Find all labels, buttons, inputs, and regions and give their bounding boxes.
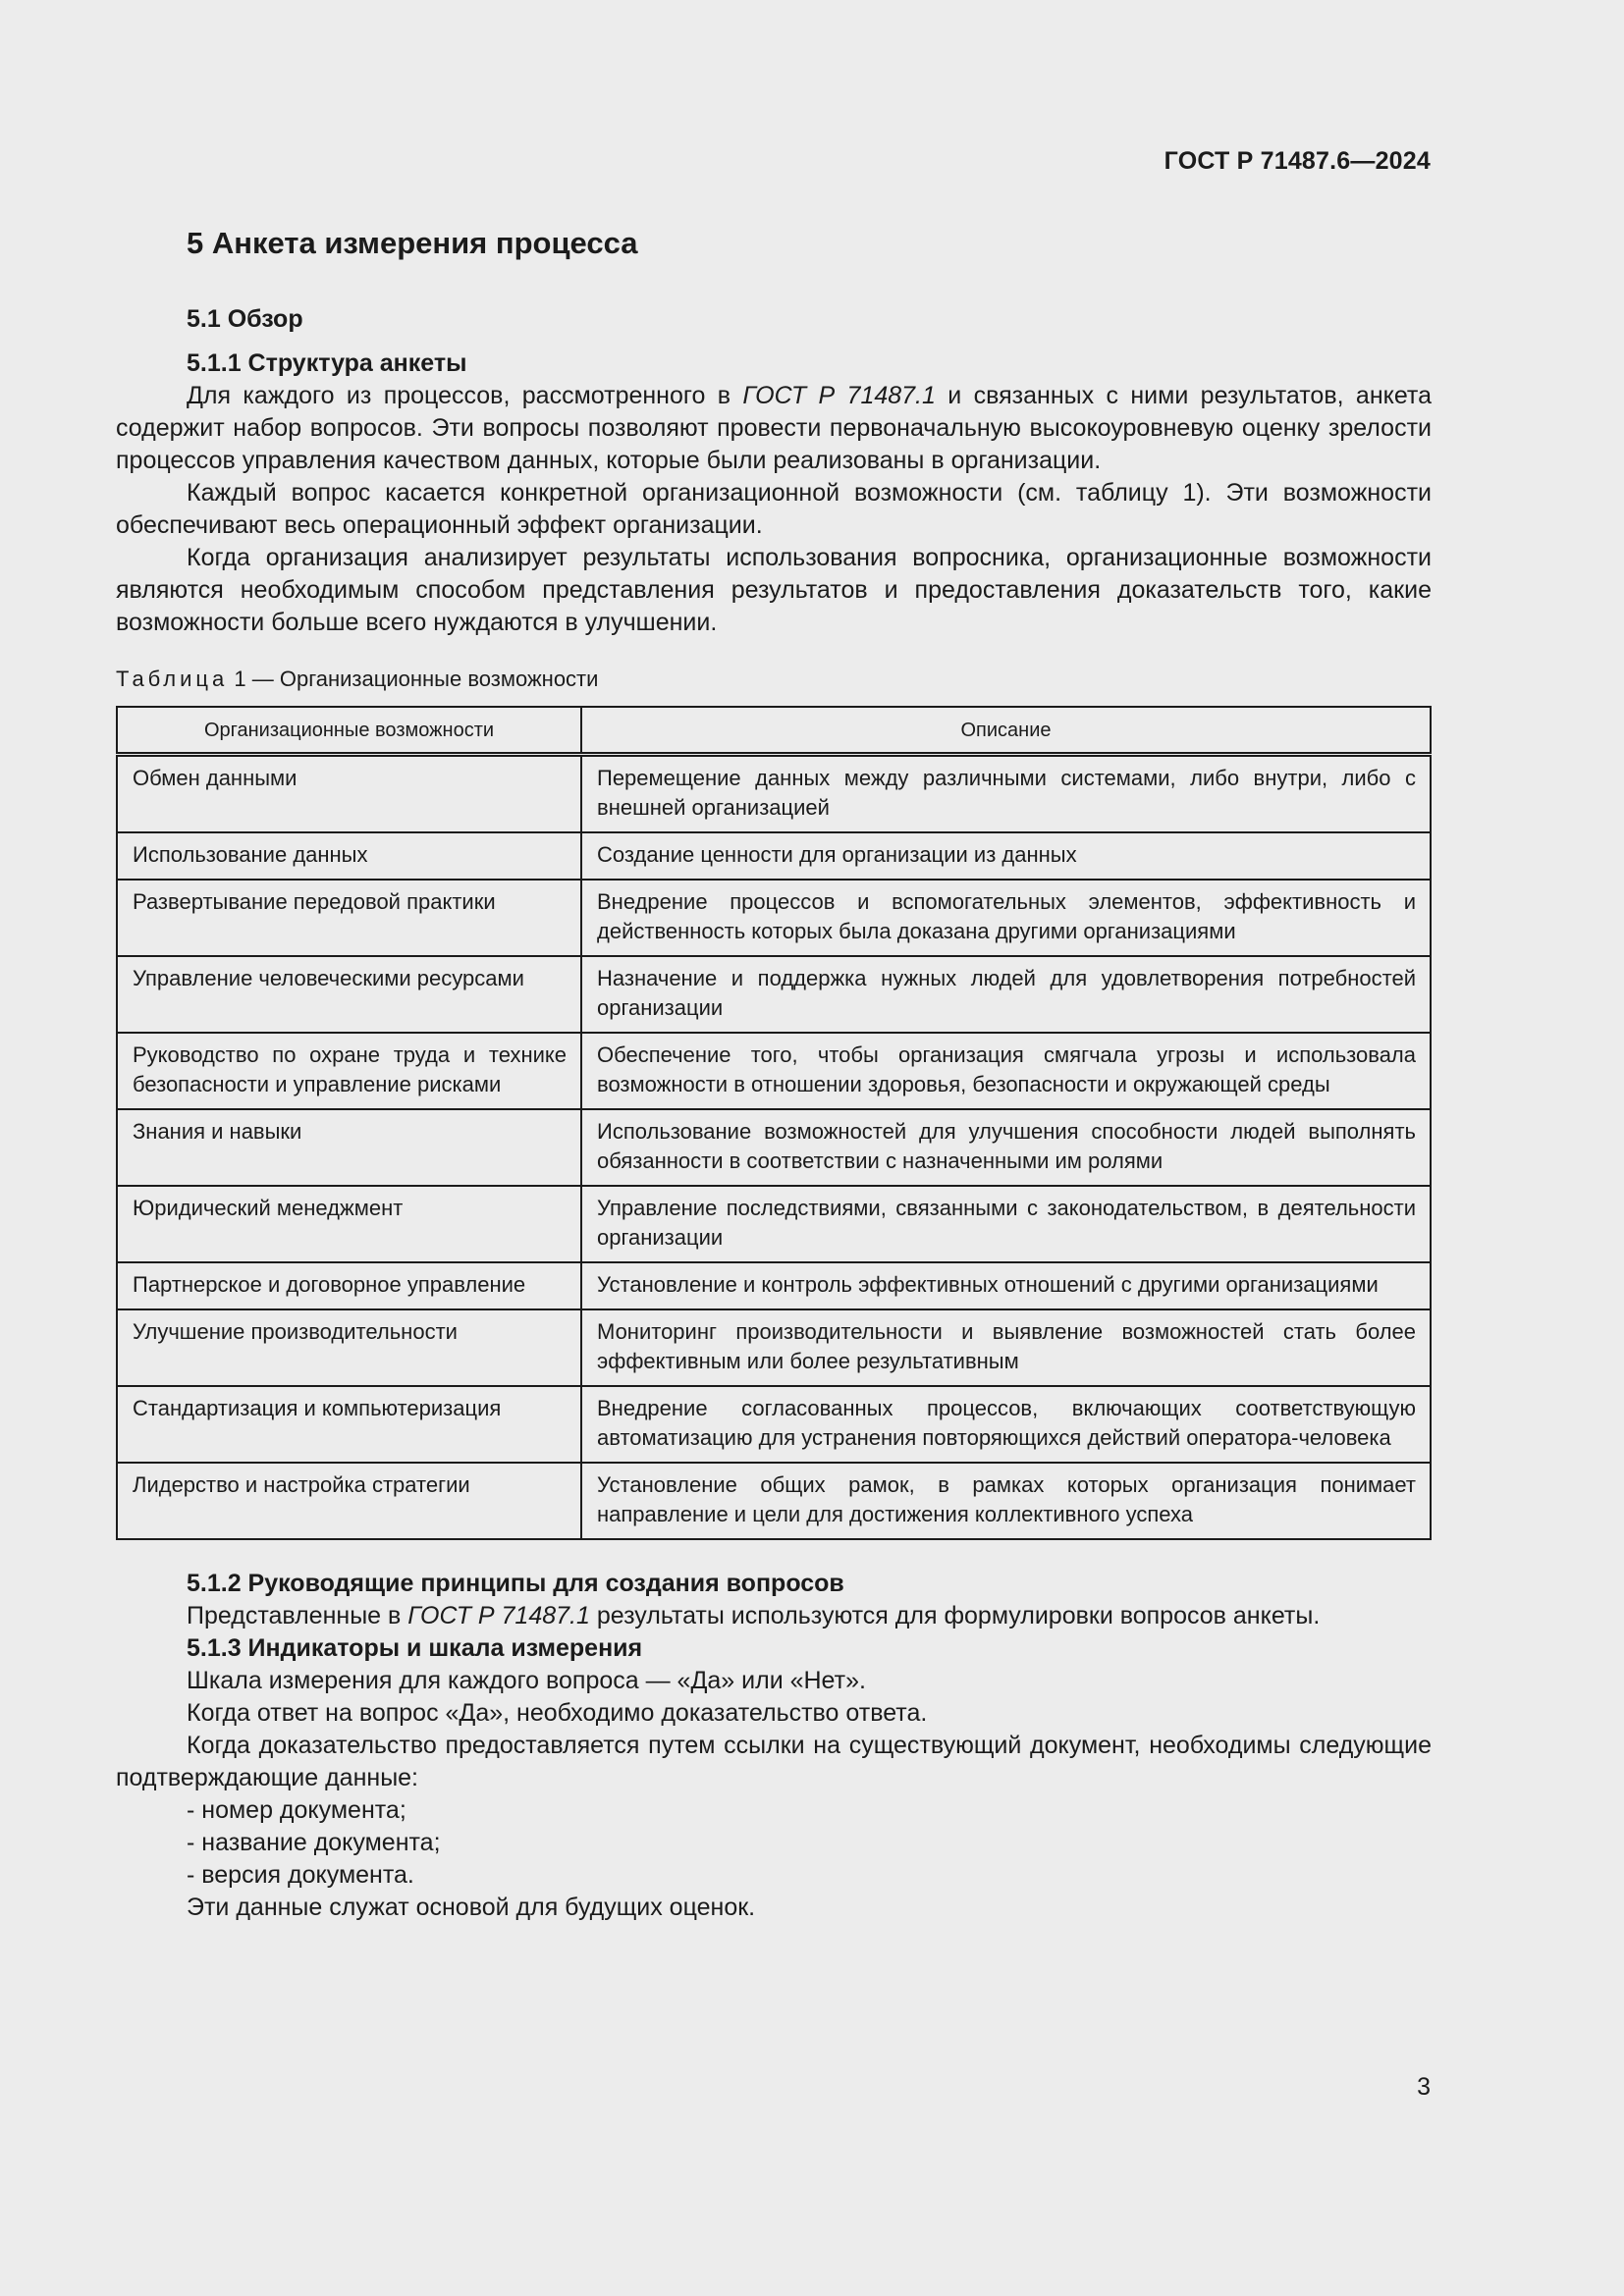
description-cell: Перемещение данных между различными системами, либо внутри, либо с внешней организацией — [581, 755, 1431, 833]
description-cell: Установление и контроль эффективных отношений с другими организациями — [581, 1262, 1431, 1309]
standard-reference: ГОСТ Р 71487.1 — [407, 1602, 590, 1629]
description-cell: Внедрение процессов и вспомогательных элементов, эффективность и действенность которых была доказана другими организациями — [581, 880, 1431, 956]
description-cell: Использование возможностей для улучшения способности людей выполнять обязанности в соответствии с назначенными им ролями — [581, 1109, 1431, 1186]
standard-reference: ГОСТ Р 71487.1 — [742, 382, 936, 409]
page-number: 3 — [1417, 2073, 1431, 2101]
description-cell: Назначение и поддержка нужных людей для удовлетворения потребностей организации — [581, 956, 1431, 1033]
subsection-title-5-1-3: 5.1.3 Индикаторы и шкала измерения — [187, 1634, 643, 1662]
paragraph-5-1-1-1 — [116, 380, 1432, 477]
section-title: 5 Анкета измерения процесса — [187, 226, 638, 260]
capability-cell: Управление человеческими ресурсами — [117, 956, 581, 1033]
description-cell: Мониторинг производительности и выявление возможностей стать более эффективным или более результативным — [581, 1309, 1431, 1386]
capability-cell: Руководство по охране труда и технике безопасности и управление рисками — [117, 1033, 581, 1109]
capability-cell: Обмен данными — [117, 755, 581, 833]
table-row — [117, 755, 1431, 833]
paragraph-5-1-3-3: Когда доказательство предоставляется путем ссылки на существующий документ, необходимы следующие подтверждающие данные: — [116, 1732, 1432, 1791]
document-code-header: ГОСТ Р 71487.6—2024 — [1164, 147, 1431, 175]
page-content — [116, 224, 1432, 1924]
paragraph-text: и связанных с ними результатов, анкета содержит набор вопросов. Эти вопросы позволяют провести первоначальную высокоуровневую оценку зрелости процессов управления качеством данных, которые были реализованы в организации. — [116, 382, 1432, 474]
paragraph-5-1-3-4: Эти данные служат основой для будущих оценок. — [187, 1894, 756, 1921]
list-item: - название документа; — [187, 1829, 441, 1856]
description-cell: Управление последствиями, связанными с законодательством, в деятельности организации — [581, 1186, 1431, 1262]
description-cell: Создание ценности для организации из данных — [581, 832, 1431, 880]
column-header-description: Описание — [581, 707, 1431, 755]
table-row — [117, 1262, 1431, 1309]
list-item: - номер документа; — [187, 1796, 406, 1824]
paragraph-text: Представленные в — [187, 1602, 408, 1629]
table-row — [117, 1033, 1431, 1109]
table-row — [117, 1186, 1431, 1262]
capabilities-table — [116, 706, 1432, 1540]
paragraph-5-1-2-1 — [116, 1600, 1432, 1632]
table-row — [117, 1309, 1431, 1386]
capability-cell: Юридический менеджмент — [117, 1186, 581, 1262]
capability-cell: Улучшение производительности — [117, 1309, 581, 1386]
table-row — [117, 1386, 1431, 1463]
capability-cell: Стандартизация и компьютеризация — [117, 1386, 581, 1463]
subsection-title-5-1: 5.1 Обзор — [187, 305, 303, 333]
column-header-capabilities: Организационные возможности — [117, 707, 581, 755]
table-row — [117, 880, 1431, 956]
table-row — [117, 1463, 1431, 1539]
paragraph-text: результаты используются для формулировки вопросов анкеты. — [589, 1602, 1321, 1629]
capability-cell: Лидерство и настройка стратегии — [117, 1463, 581, 1539]
capability-cell: Использование данных — [117, 832, 581, 880]
subsection-title-5-1-2: 5.1.2 Руководящие принципы для создания вопросов — [187, 1570, 844, 1597]
post-table-section — [116, 1568, 1432, 1924]
table-caption — [116, 665, 1432, 694]
paragraph-5-1-1-2: Каждый вопрос касается конкретной организационной возможности (см. таблицу 1). Эти возможности обеспечивают весь операционный эффект организации. — [116, 479, 1432, 539]
capability-cell: Развертывание передовой практики — [117, 880, 581, 956]
table-row — [117, 832, 1431, 880]
description-cell: Внедрение согласованных процессов, включающих соответствующую автоматизацию для устранения повторяющихся действий оператора-человека — [581, 1386, 1431, 1463]
paragraph-5-1-3-1: Шкала измерения для каждого вопроса — «Да» или «Нет». — [187, 1667, 866, 1694]
capability-cell: Знания и навыки — [117, 1109, 581, 1186]
table-row — [117, 956, 1431, 1033]
table-caption-label: Таблица — [116, 667, 229, 691]
table-row — [117, 1109, 1431, 1186]
list-item: - версия документа. — [187, 1861, 414, 1889]
capability-cell: Партнерское и договорное управление — [117, 1262, 581, 1309]
description-cell: Установление общих рамок, в рамках которых организация понимает направление и цели для достижения коллективного успеха — [581, 1463, 1431, 1539]
table-header-row — [117, 707, 1431, 755]
subsection-title-5-1-1: 5.1.1 Структура анкеты — [187, 349, 467, 377]
paragraph-5-1-1-3: Когда организация анализирует результаты использования вопросника, организационные возможности являются необходимым способом представления результатов и предоставления доказательств того, какие возможности больше всего нуждаются в улучшении. — [116, 544, 1432, 636]
paragraph-5-1-3-2: Когда ответ на вопрос «Да», необходимо доказательство ответа. — [187, 1699, 928, 1727]
description-cell: Обеспечение того, чтобы организация смягчала угрозы и использовала возможности в отношении здоровья, безопасности и окружающей среды — [581, 1033, 1431, 1109]
table-caption-text: 1 — Организационные возможности — [234, 667, 599, 691]
paragraph-text: Для каждого из процессов, рассмотренного в — [187, 382, 743, 409]
